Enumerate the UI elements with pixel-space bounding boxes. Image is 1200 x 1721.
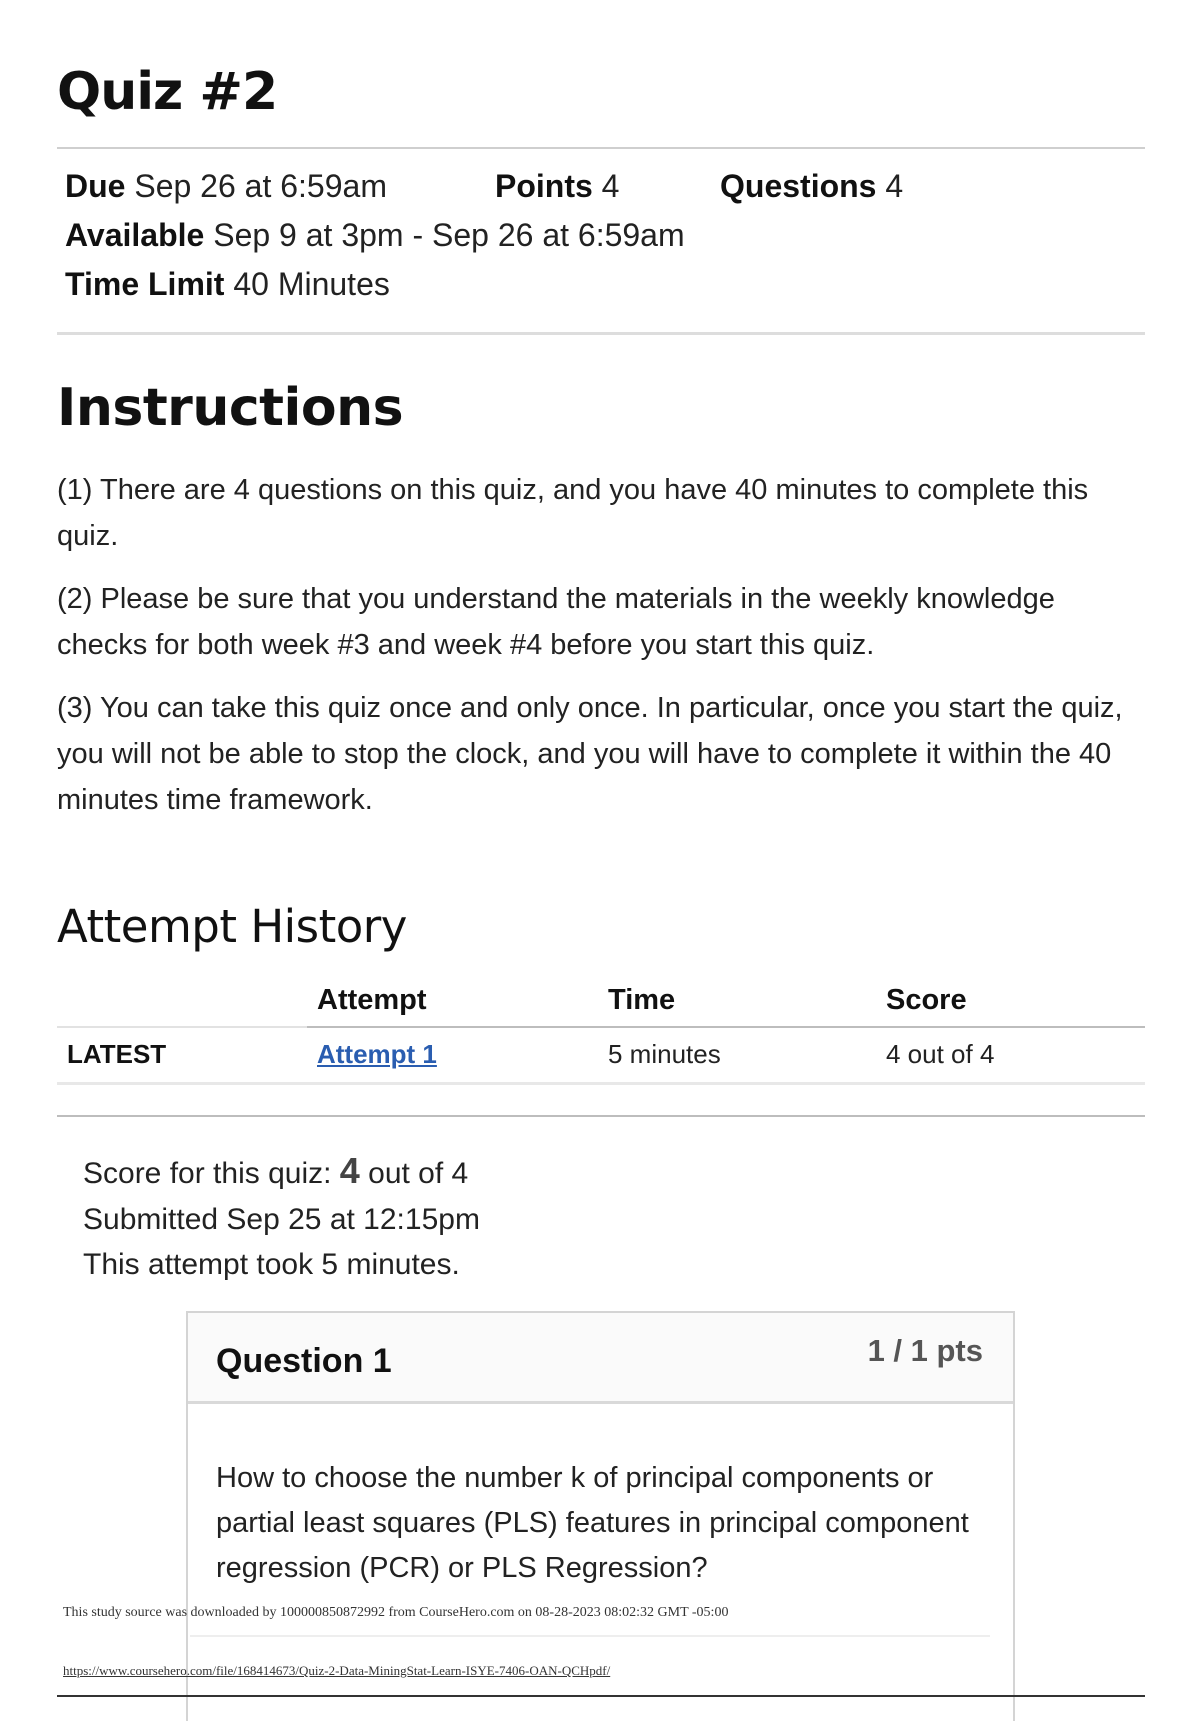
attempt-history-table	[57, 975, 1145, 1082]
column-header-score: Score	[886, 984, 967, 1016]
source-url-link[interactable]: https://www.coursehero.com/file/168414673/Quiz-2-Data-MiningStat-Learn-ISYE-7406-OAN-QCHpdf/	[63, 1663, 611, 1678]
questions-value: 4	[885, 168, 904, 204]
instruction-paragraph: (1) There are 4 questions on this quiz, and you have 40 minutes to complete this quiz.	[57, 474, 1089, 552]
time-limit-row	[65, 266, 390, 303]
score-suffix: out of 4	[359, 1157, 469, 1190]
divider	[57, 1695, 1145, 1697]
available-label: Available	[65, 217, 205, 253]
divider	[57, 332, 1145, 335]
column-header-time: Time	[608, 984, 676, 1016]
due-row	[65, 168, 387, 205]
divider	[57, 1115, 1145, 1117]
questions-row	[720, 168, 903, 205]
column-header-attempt: Attempt	[317, 984, 427, 1016]
available-row	[65, 217, 685, 254]
points-label: Points	[495, 168, 593, 204]
instruction-paragraph: (2) Please be sure that you understand the materials in the weekly knowledge checks for both week #3 and week #4 before you start this quiz.	[57, 583, 1055, 661]
instruction-paragraph: (3) You can take this quiz once and only once. In particular, once you start the quiz, you will not be able to stop the clock, and you will have to complete it within the 40 minutes time framework.	[57, 692, 1123, 816]
due-value: Sep 26 at 6:59am	[134, 168, 387, 204]
page-title: Quiz #2	[57, 62, 278, 122]
attempt-score: 4 out of 4	[886, 1039, 995, 1069]
table-header-row	[57, 975, 1145, 1026]
question-header	[188, 1313, 1013, 1404]
time-limit-value: 40 Minutes	[233, 266, 390, 302]
question-text: How to choose the number k of principal components or partial least squares (PLS) features in principal component regression (PCR) or PLS Regression?	[216, 1462, 969, 1584]
questions-label: Questions	[720, 168, 877, 204]
question-points: 1 / 1 pts	[867, 1333, 983, 1368]
score-prefix: Score for this quiz:	[83, 1157, 340, 1190]
attempt-duration: This attempt took 5 minutes.	[83, 1248, 460, 1281]
submitted-time: Submitted Sep 25 at 12:15pm	[83, 1203, 480, 1236]
points-value: 4	[601, 168, 620, 204]
question-title: Question 1	[216, 1342, 392, 1380]
divider	[190, 1635, 990, 1637]
attempt-time: 5 minutes	[608, 1039, 721, 1069]
table-row	[57, 1026, 1145, 1082]
points-row	[495, 168, 619, 205]
due-label: Due	[65, 168, 126, 204]
divider	[57, 147, 1145, 149]
attempt-1-link[interactable]: Attempt 1	[317, 1039, 437, 1069]
instructions-heading: Instructions	[57, 378, 404, 438]
quiz-score	[83, 1150, 468, 1192]
source-notice: This study source was downloaded by 100000850872992 from CourseHero.com on 08-28-2023 08:02:32 GMT -05:00	[63, 1605, 729, 1620]
available-value: Sep 9 at 3pm - Sep 26 at 6:59am	[213, 217, 685, 253]
question-card	[186, 1311, 1015, 1721]
score-value: 4	[339, 1150, 360, 1191]
latest-badge: LATEST	[67, 1039, 167, 1069]
row-divider	[57, 1082, 1145, 1085]
attempt-history-heading: Attempt History	[57, 900, 407, 953]
time-limit-label: Time Limit	[65, 266, 225, 302]
